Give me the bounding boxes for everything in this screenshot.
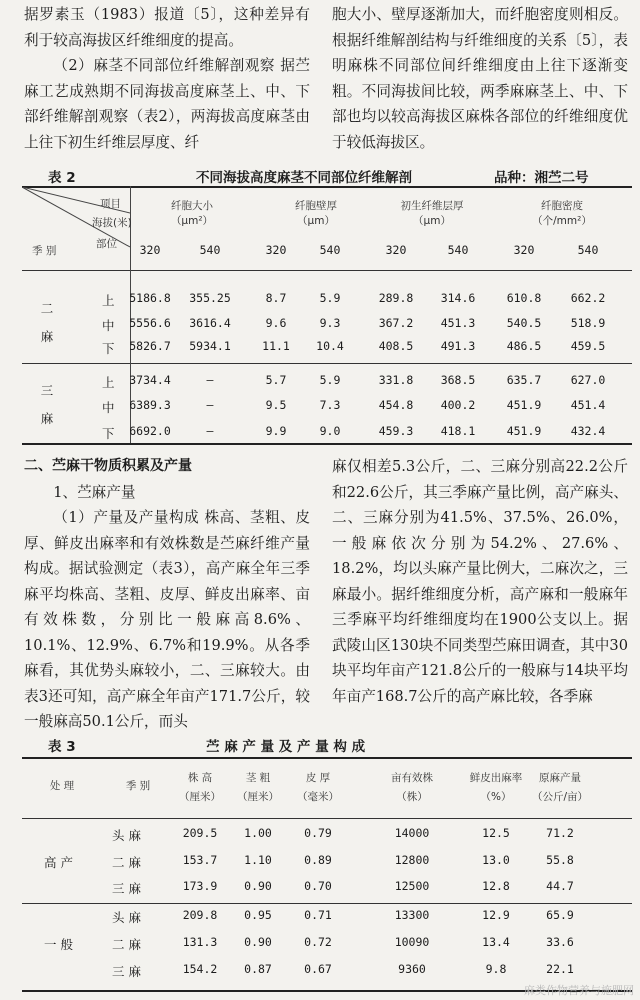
table3-treatment: 高 产: [44, 855, 73, 870]
table2-group-rule: [22, 363, 632, 364]
table3-cell: 209.5: [182, 826, 218, 840]
table2-altitude: 540: [447, 243, 469, 257]
table2-cell: 5934.1: [189, 339, 231, 353]
table2-part: 上: [102, 293, 115, 308]
table2-altitude: 540: [199, 243, 221, 257]
table2-col-unit: （个/mm²）: [532, 215, 592, 227]
table2-cell: 367.2: [378, 316, 414, 330]
table3-col-name: 亩有效株: [391, 772, 433, 784]
table2-header-rule: [22, 270, 632, 271]
table3-col-name: 株 高: [187, 772, 213, 784]
table3-cell: 154.2: [182, 962, 218, 976]
table2-cell: 9.3: [319, 316, 341, 330]
table2-col-name: 初生纤维层厚: [400, 200, 464, 212]
table3-season: 二 麻: [112, 937, 141, 952]
table3-cell: 9360: [398, 962, 426, 976]
table3-season: 头 麻: [112, 828, 141, 843]
table2-cell: —: [206, 398, 214, 412]
table2-cell: 7.3: [319, 398, 341, 412]
table2-cell: 486.5: [506, 339, 542, 353]
table2-cell: 5556.6: [129, 316, 171, 330]
table3-col-name: 原麻产量: [539, 772, 581, 784]
table3-cell: 153.7: [182, 853, 218, 867]
table2-cell: 5186.8: [129, 291, 171, 305]
table2-cell: 459.5: [570, 339, 606, 353]
table2-cell: 451.9: [506, 398, 542, 412]
table3-cell: 55.8: [546, 853, 574, 867]
top-left-column: [24, 2, 310, 155]
table2-cell: 491.3: [440, 339, 476, 353]
table2-cell: —: [206, 424, 214, 438]
sub-heading: 1、苎麻产量: [53, 483, 136, 501]
watermark: 麻类作物营养与施肥网: [524, 984, 634, 997]
table3-season: 三 麻: [112, 881, 141, 896]
table2-cell: 331.8: [378, 373, 414, 387]
paragraph: 胞大小、壁厚逐渐加大，而纤胞密度则相反。根据纤维解剖结构与纤维细度的关系〔5〕，表明麻株不同部位间纤维细度由上往下逐渐变粗。不同海拔间比较，两季麻麻茎上、中、下部也均以较高海拔区麻株各部位的纤维细度优于较低海拔区。: [332, 6, 628, 151]
table3-col-unit: （厘米）: [237, 791, 279, 803]
table3-cell: 0.89: [304, 853, 332, 867]
table2-cell: 355.25: [189, 291, 231, 305]
table3-col-unit: （%）: [480, 791, 512, 803]
table3-cell: 0.67: [304, 962, 332, 976]
table2-title: 不同海拔高度麻茎不同部位纤维解剖: [196, 170, 412, 186]
paragraph: （1）产量及产量构成 株高、茎粗、皮厚、鲜皮出麻率和有效株数是苎麻纤维产量构成。据试验测定（表3），高产麻全年三季麻平均株高、茎粗、皮厚、鲜皮出麻率、亩有效株数，分别比一般麻高8.6%、10.1%、12.9%、6.7%和19.9%。从各季麻看，其优势头麻较小，二、三麻较大。由表3还可知，高产麻全年亩产171.7公斤，较一般麻高50.1公斤，而头: [24, 509, 310, 730]
table3-cell: 12.8: [482, 879, 510, 893]
table3-col-unit: （毫米）: [297, 791, 339, 803]
table3-cell: 131.3: [182, 935, 218, 949]
table3-cell: 13.0: [482, 853, 510, 867]
table3-cell: 12500: [394, 879, 430, 893]
table3-title: 苎 麻 产 量 及 产 量 构 成: [206, 739, 366, 755]
table2-corner-altitude: 海拔(米): [92, 217, 132, 229]
table3-cell: 9.8: [485, 962, 507, 976]
table2-cell: 9.5: [265, 398, 287, 412]
table3-cell: 0.90: [244, 935, 272, 949]
table3-col-unit: （株）: [396, 791, 428, 803]
table3-label: 表 3: [48, 739, 76, 755]
table2-altitude: 540: [577, 243, 599, 257]
top-right-column: [332, 2, 628, 155]
table2-part: 下: [102, 426, 115, 441]
table3-cell: 12800: [394, 853, 430, 867]
table3-cell: 0.72: [304, 935, 332, 949]
table2-cell: 9.0: [319, 424, 341, 438]
section-heading: 二、苎麻干物质积累及产量: [24, 458, 192, 474]
table2-cell: 368.5: [440, 373, 476, 387]
table2-col-name: 纤胞大小: [171, 200, 213, 212]
table3-cell: 10090: [394, 935, 430, 949]
table2-cell: 314.6: [440, 291, 476, 305]
table2-season-label: 三麻: [40, 383, 54, 426]
table2-cell: 662.2: [570, 291, 606, 305]
table3-cell: 209.8: [182, 908, 218, 922]
table2-cell: 6389.3: [129, 398, 171, 412]
table3-cell: 0.95: [244, 908, 272, 922]
table3-col-name: 皮 厚: [305, 772, 331, 784]
table3-col-name: 季 别: [125, 780, 151, 792]
table2-col-unit: （μm²）: [170, 215, 214, 227]
table2-label: 表 2: [48, 170, 76, 186]
table3-cell: 0.87: [244, 962, 272, 976]
table2-cell: 408.5: [378, 339, 414, 353]
table2-cell: 400.2: [440, 398, 476, 412]
table2-cell: 5.9: [319, 373, 341, 387]
paragraph: 麻仅相差5.3公斤，二、三麻分别高22.2公斤和22.6公斤，其三季麻产量比例，高产麻头、二、三麻分别为41.5%、37.5%、26.0%，一般麻依次分别为54.2%、27.6%、18.2%，均以头麻产量比例大，二麻次之，三麻最小。据纤维细度分析，高产麻和一般麻年三季麻平均纤维细度均在1900公支以上。据武陵山区130块不同类型苎麻田调查，其中30块平均年亩产121.8公斤的一般麻与14块平均年亩产168.7公斤的高产麻比较，各季麻: [332, 458, 628, 705]
table2-variety: 品种：湘苎二号: [494, 170, 589, 186]
table2-cell: 454.8: [378, 398, 414, 412]
table2-corner-item: 项目: [100, 198, 121, 210]
table3-cell: 1.00: [244, 826, 272, 840]
table2-altitude: 320: [385, 243, 407, 257]
table3-top-rule: [22, 757, 632, 759]
table3-cell: 0.71: [304, 908, 332, 922]
table2-cell: 459.3: [378, 424, 414, 438]
table3-cell: 13300: [394, 908, 430, 922]
table3-cell: 1.10: [244, 853, 272, 867]
table2-cell: 9.6: [265, 316, 287, 330]
table2-cell: 451.3: [440, 316, 476, 330]
table2-cell: 3734.4: [129, 373, 171, 387]
table3-cell: 12.5: [482, 826, 510, 840]
table2-cell: —: [206, 373, 214, 387]
table2-cell: 6692.0: [129, 424, 171, 438]
paragraph: 据罗素玉（1983）报道〔5〕，这种差异有利于较高海拔区纤维细度的提高。: [24, 6, 310, 49]
table2-cell: 5826.7: [129, 339, 171, 353]
table2-part: 中: [102, 400, 115, 415]
table3-cell: 14000: [394, 826, 430, 840]
table3-cell: 44.7: [546, 879, 574, 893]
table3-cell: 22.1: [546, 962, 574, 976]
table2-part: 下: [102, 341, 115, 356]
table3-header-rule: [22, 818, 632, 819]
table2-cell: 9.9: [265, 424, 287, 438]
table2-cell: 5.7: [265, 373, 287, 387]
table2-altitude: 320: [513, 243, 535, 257]
table3-group-rule: [22, 903, 632, 904]
table3-col-unit: （厘米）: [179, 791, 221, 803]
mid-right-column: [332, 454, 628, 709]
table2-cell: 289.8: [378, 291, 414, 305]
table2-cell: 432.4: [570, 424, 606, 438]
table2-col-name: 纤胞密度: [541, 200, 583, 212]
table2-altitude: 540: [319, 243, 341, 257]
table3-cell: 65.9: [546, 908, 574, 922]
table2-col-unit: （μm）: [297, 215, 335, 227]
table3-cell: 13.4: [482, 935, 510, 949]
table3-cell: 33.6: [546, 935, 574, 949]
table2-cell: 3616.4: [189, 316, 231, 330]
table2-cell: 8.7: [265, 291, 287, 305]
table2-col-name: 纤胞壁厚: [295, 200, 337, 212]
table2-cell: 418.1: [440, 424, 476, 438]
table3-season: 头 麻: [112, 910, 141, 925]
table2-cell: 451.4: [570, 398, 606, 412]
table2-cell: 451.9: [506, 424, 542, 438]
table2-altitude: 320: [265, 243, 287, 257]
paragraph: （2）麻茎不同部位纤维解剖观察 据苎麻工艺成熟期不同海拔高度麻茎上、中、下部纤维解剖观察（表2），两海拔高度麻茎由上往下初生纤维层厚度、纤: [24, 57, 310, 151]
table2-cell: 540.5: [506, 316, 542, 330]
table3-col-unit: （公斤/亩）: [531, 791, 589, 803]
table2-cell: 635.7: [506, 373, 542, 387]
table3-col-name: 茎 粗: [245, 772, 271, 784]
mid-left-column: [24, 454, 310, 735]
table3-col-name: 处 理: [49, 780, 75, 792]
table3-season: 二 麻: [112, 855, 141, 870]
table2-cell: 5.9: [319, 291, 341, 305]
table2-cell: 610.8: [506, 291, 542, 305]
table2-corner-season: 季 别: [32, 245, 57, 257]
table2-col-unit: （μm）: [413, 215, 451, 227]
table2-cell: 10.4: [316, 339, 344, 353]
table3-cell: 0.79: [304, 826, 332, 840]
table3-cell: 71.2: [546, 826, 574, 840]
table2-cell: 11.1: [262, 339, 290, 353]
table3-col-name: 鲜皮出麻率: [469, 772, 523, 784]
table3-cell: 173.9: [182, 879, 218, 893]
table2-corner-part: 部位: [96, 238, 117, 250]
table2-part: 中: [102, 318, 115, 333]
table2-cell: 627.0: [570, 373, 606, 387]
table2-cell: 518.9: [570, 316, 606, 330]
table2-season-label: 二麻: [40, 301, 54, 344]
table2-altitude: 320: [139, 243, 161, 257]
table3-season: 三 麻: [112, 964, 141, 979]
table3-cell: 12.9: [482, 908, 510, 922]
table3-treatment: 一 般: [44, 937, 73, 952]
table2-part: 上: [102, 375, 115, 390]
table2-bottom-rule: [22, 443, 632, 445]
table3-cell: 0.70: [304, 879, 332, 893]
table3-cell: 0.90: [244, 879, 272, 893]
